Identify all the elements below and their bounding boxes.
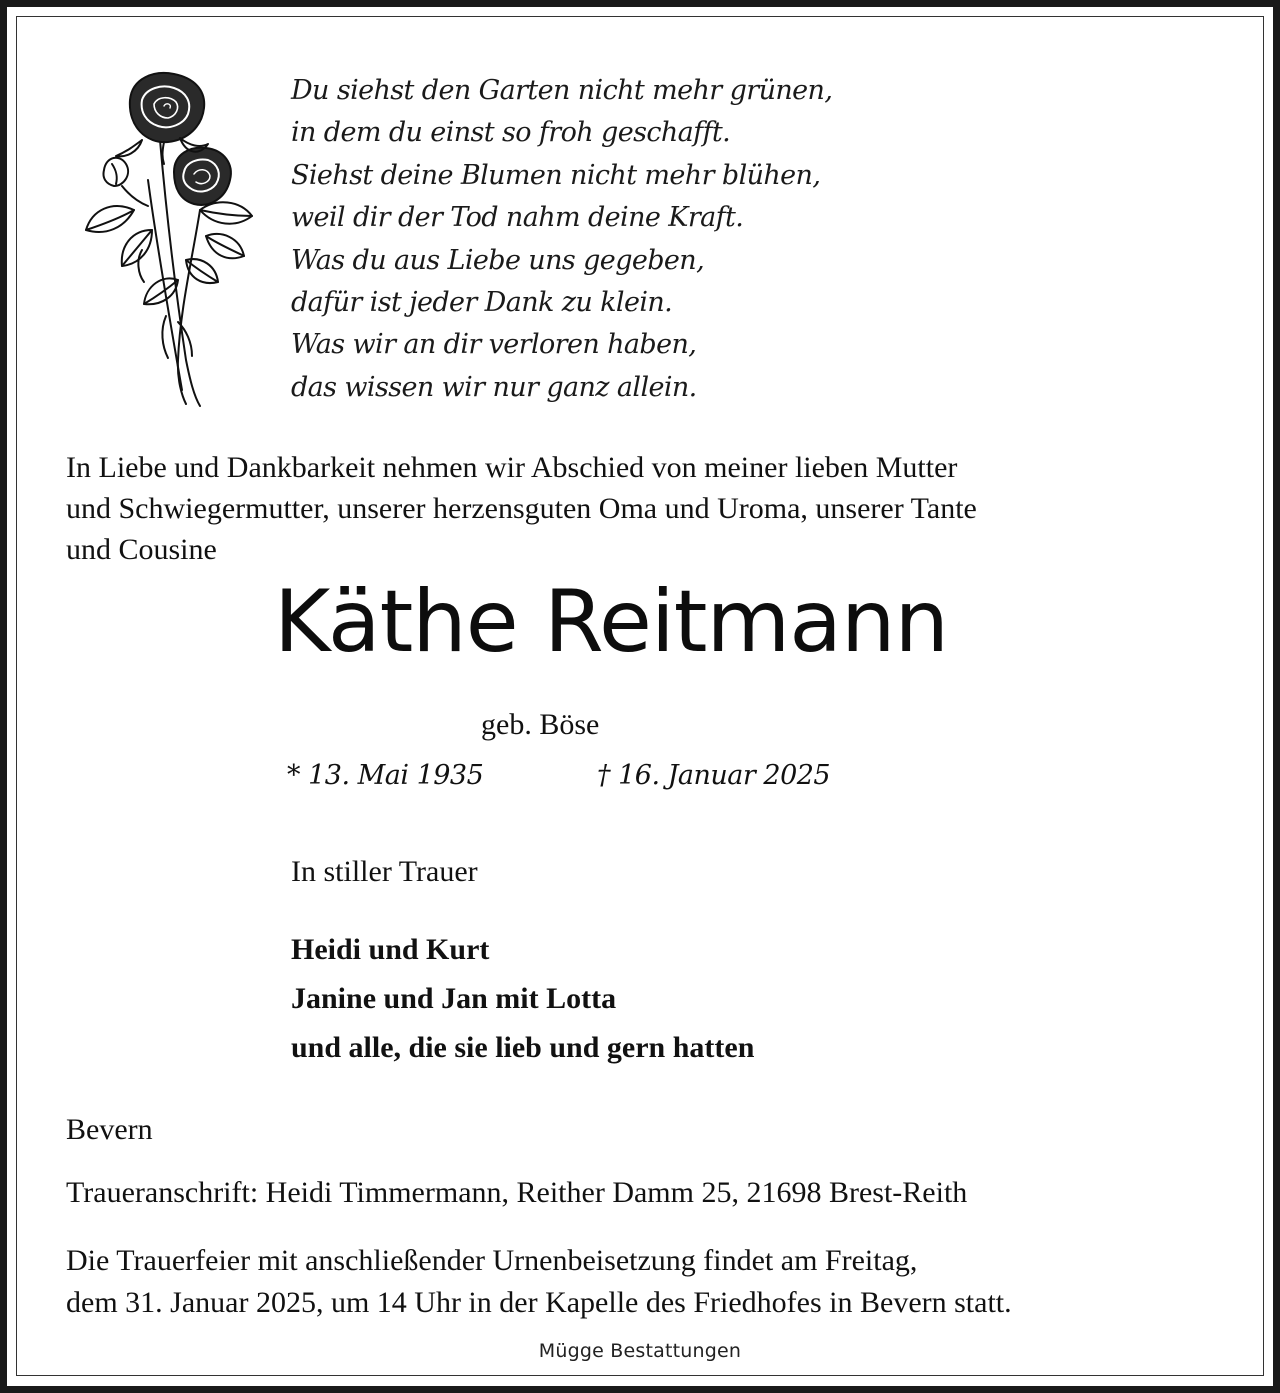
mourning-heading: In stiller Trauer <box>291 855 478 888</box>
funeral-notice <box>66 1240 1236 1324</box>
funeral-line: dem 31. Januar 2025, um 14 Uhr in der Kapelle des Friedhofes in Bevern statt. <box>66 1286 1012 1319</box>
poem-line: dafür ist jeder Dank zu klein. <box>291 287 673 319</box>
mourning-address: Traueranschrift: Heidi Timmermann, Reither Damm 25, 21698 Brest-Reith <box>66 1176 968 1209</box>
poem-line: Was wir an dir verloren haben, <box>291 329 697 361</box>
poem-line: Siehst deine Blumen nicht mehr blühen, <box>291 159 821 191</box>
death-date: † 16. Januar 2025 <box>597 760 831 791</box>
intro-line: und Cousine <box>66 533 217 566</box>
poem-line: das wissen wir nur ganz allein. <box>291 371 697 403</box>
poem-line: Was du aus Liebe uns gegeben, <box>291 244 705 276</box>
poem-line: in dem du einst so froh geschafft. <box>291 117 731 149</box>
maiden-name: geb. Böse <box>481 708 600 741</box>
mourner-entry: Heidi und Kurt <box>291 933 490 966</box>
poem-line: weil dir der Tod nahm deine Kraft. <box>291 202 744 234</box>
mourner-entry: Janine und Jan mit Lotta <box>291 982 617 1015</box>
mourner-entry: und alle, die sie lieb und gern hatten <box>291 1031 755 1064</box>
poem <box>291 70 832 409</box>
intro-paragraph <box>66 447 1216 570</box>
undertaker: Mügge Bestattungen <box>538 1340 742 1362</box>
poem-line: Du siehst den Garten nicht mehr grünen, <box>291 75 833 106</box>
intro-line: und Schwiegermutter, unserer herzensguten Oma und Uroma, unserer Tante <box>66 492 977 525</box>
mourners-list <box>291 925 754 1072</box>
intro-line: In Liebe und Dankbarkeit nehmen wir Abschied von meiner lieben Mutter <box>66 451 958 484</box>
rose-icon <box>82 60 262 412</box>
place: Bevern <box>66 1113 153 1146</box>
birth-date: * 13. Mai 1935 <box>287 760 484 791</box>
deceased-name: Käthe Reitmann <box>274 572 948 672</box>
funeral-line: Die Trauerfeier mit anschließender Urnenbeisetzung findet am Freitag, <box>66 1244 918 1277</box>
